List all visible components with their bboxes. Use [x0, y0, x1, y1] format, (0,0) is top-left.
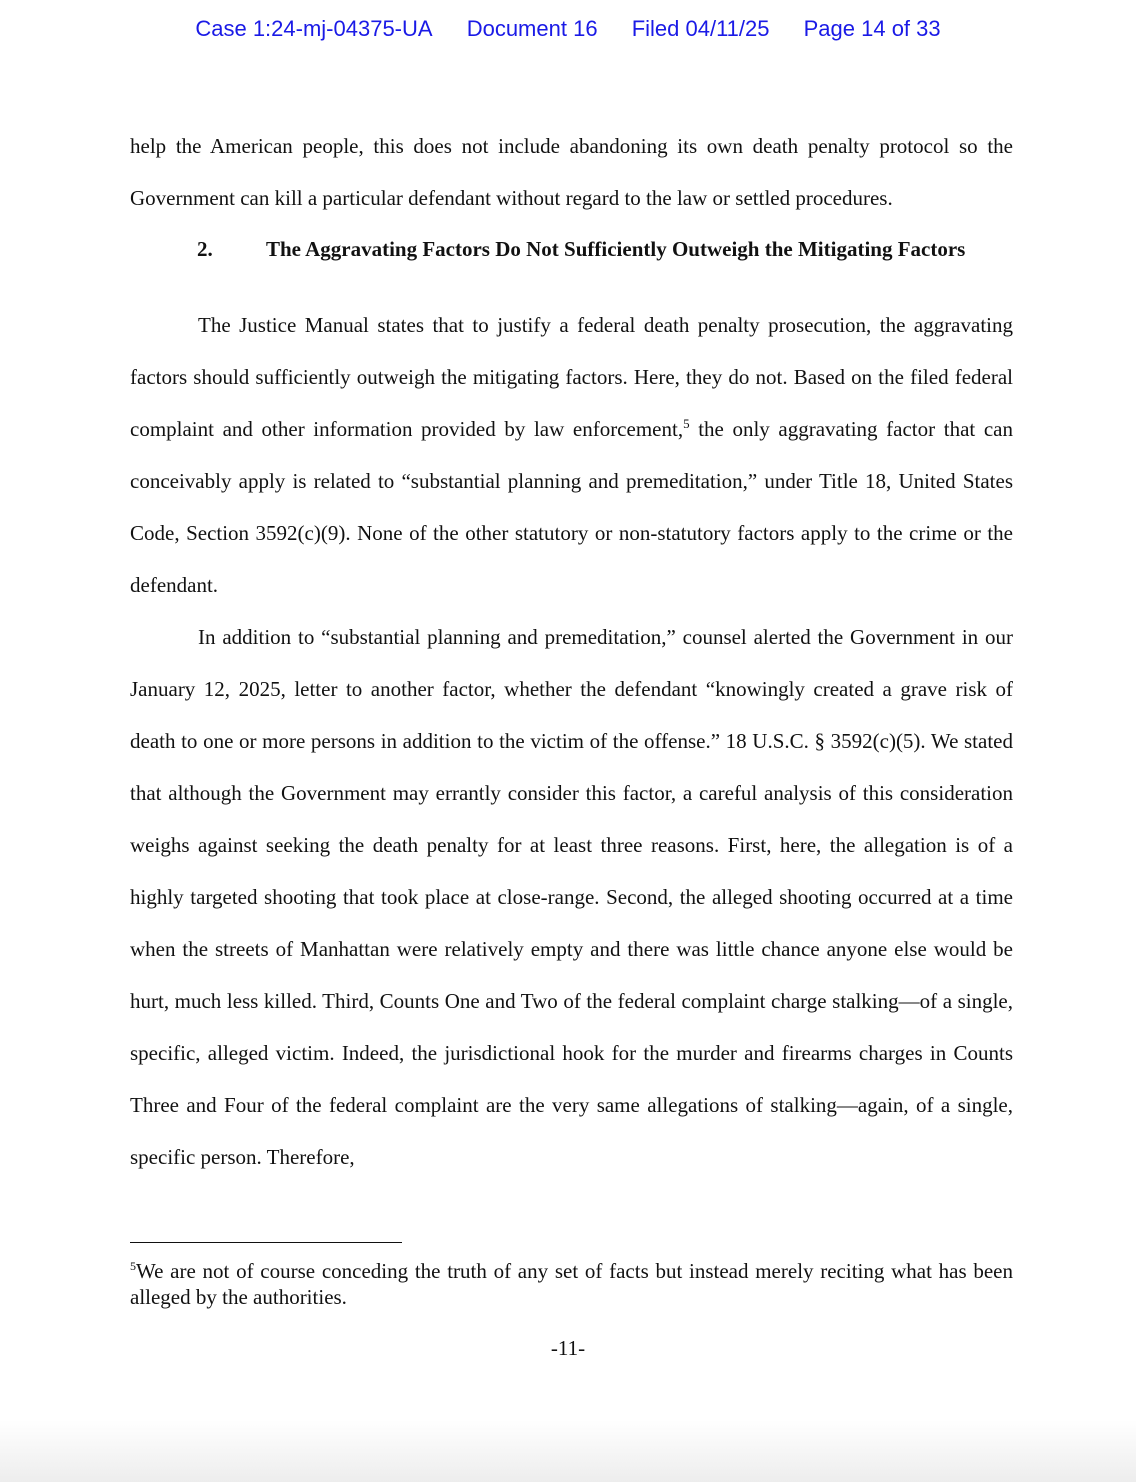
paragraph-1	[130, 299, 1013, 611]
header-filed-date: Filed 04/11/25	[631, 16, 770, 41]
footnote-text: We are not of course conceding the truth of any set of facts but instead merely reciting what has been alleged by the authorities.	[130, 1259, 1013, 1309]
paragraph-1-before-ref: The Justice Manual states that to justify a federal death penalty prosecution, the aggravating factors should sufficiently outweigh the mitigating factors. Here, they do not. Based on the filed federal complaint and other information provided by law enforcement,	[130, 313, 1013, 441]
paragraph-2-text: In addition to “substantial planning and premeditation,” counsel alerted the Government in our January 12, 2025, letter to another factor, whether the defendant “knowingly created a grave risk of death to one or more persons in addition to the victim of the offense.” 18 U.S.C. § 3592(c)(5). We stated that although the Government may errantly consider this factor, a careful analysis of this consideration weighs against seeking the death penalty for at least three reasons. First, here, the allegation is of a highly targeted shooting that took place at close-range. Second, the alleged shooting occurred at a time when the streets of Manhattan were relatively empty and there was little chance anyone else would be hurt, much less killed. Third, Counts One and Two of the federal complaint charge stalking—of a single, specific, alleged victim. Indeed, the jurisdictional hook for the murder and firearms charges in Counts Three and Four of the federal complaint are the very same allegations of stalking—again, of a single, specific person. Therefore,	[130, 625, 1013, 1169]
continuation-paragraph	[130, 120, 1013, 224]
paragraph-2	[130, 611, 1013, 1183]
ecf-header	[0, 16, 1136, 42]
paragraph-1-after-ref: the only aggravating factor that can conceivably apply is related to “substantial planning and premeditation,” under Title 18, United States Code, Section 3592(c)(9). None of the other statutory or non-statutory factors apply to the crime or the defendant.	[130, 417, 1013, 597]
footnote-divider	[130, 1242, 402, 1243]
footnote-marker: 5	[130, 1259, 136, 1273]
header-document-number: Document 16	[466, 16, 598, 41]
footnote-reference[interactable]: 5	[683, 416, 690, 431]
section-number: 2.	[197, 237, 213, 261]
footnote	[130, 1258, 1013, 1310]
header-case-number: Case 1:24-mj-04375-UA	[195, 16, 433, 41]
continuation-paragraph-text: help the American people, this does not include abandoning its own death penalty protocol so the Government can kill a particular defendant without regard to the law or settled procedures.	[130, 134, 1013, 210]
page-number: -11-	[550, 1336, 586, 1360]
paragraph-1-text	[130, 299, 1013, 611]
header-page-count: Page 14 of 33	[803, 16, 941, 41]
section-title: The Aggravating Factors Do Not Sufficiently Outweigh the Mitigating Factors	[266, 237, 966, 261]
